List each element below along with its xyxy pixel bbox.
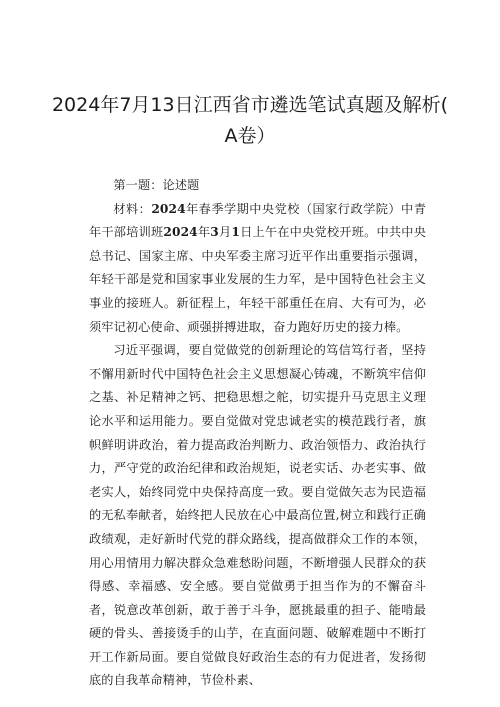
material-label: 材料： (113, 201, 152, 216)
document-title-line-1: 2024年7月13日江西省市遴选笔试真题及解析( (51, 94, 449, 116)
material-paragraph (89, 198, 426, 340)
material-month: 3 (210, 225, 219, 240)
material-text-2: 年 (197, 225, 211, 240)
document-title-line-2: A卷） (224, 125, 276, 147)
paragraph-2: 习近平强调，要自觉做党的创新理论的笃信笃行者，坚持不懈用新时代中国特色社会主义思想凝心铸魂，不断筑牢信仰之基、补足精神之钙、把稳思想之舵，切实提升马克思主义理论水平和运用能力。要自觉做对党忠诚老实的模范践行者，旗帜鲜明讲政治，着力提高政治判断力、政治领悟力、政治执行力，严守党的政治纪律和政治规矩，说老实话、办老实事、做老实人，始终同党中央保持高度一致。要自觉做矢志为民造福的无私奉献者，始终把人民放在心中最高位置,树立和践行正确政绩观，走好新时代党的群众路线，提高做群众工作的本领，用心用情用力解决群众急难愁盼问题，不断增强人民群众的获得感、幸福感、安全感。要自觉做勇于担当作为的不懈奋斗者，锐意改革创新，敢于善于斗争，愿挑最重的担子、能啃最硬的骨头、善接烫手的山芋，在直面问题、破解难题中不断打开工作新局面。要自觉做良好政治生态的有力促进者，发扬彻底的自我革命精神，节俭朴素、 (89, 343, 426, 688)
material-text-3: 月 (218, 225, 232, 240)
section-heading: 第一题：论述题 (113, 178, 200, 192)
material-year-1: 2024 (151, 201, 186, 216)
material-text-4: 日上午在中央党校开班。中共中央总书记、国家主席、中央军委主席习近平作出重要指示强调，年轻干部是党和国家事业发展的生力军，是中国特色社会主义事业的接班人。新征程上，年轻干部重任在肩、大有可为，必须牢记初心使命、顽强拼搏进取，奋力跑好历史的接力棒。 (89, 225, 426, 334)
document-body (89, 174, 426, 693)
material-text-1: 年春季学期中央党校（国家行政学院）中青年干部培训班 (89, 201, 426, 240)
material-year-2: 2024 (163, 225, 198, 240)
material-day: 1 (231, 225, 240, 240)
